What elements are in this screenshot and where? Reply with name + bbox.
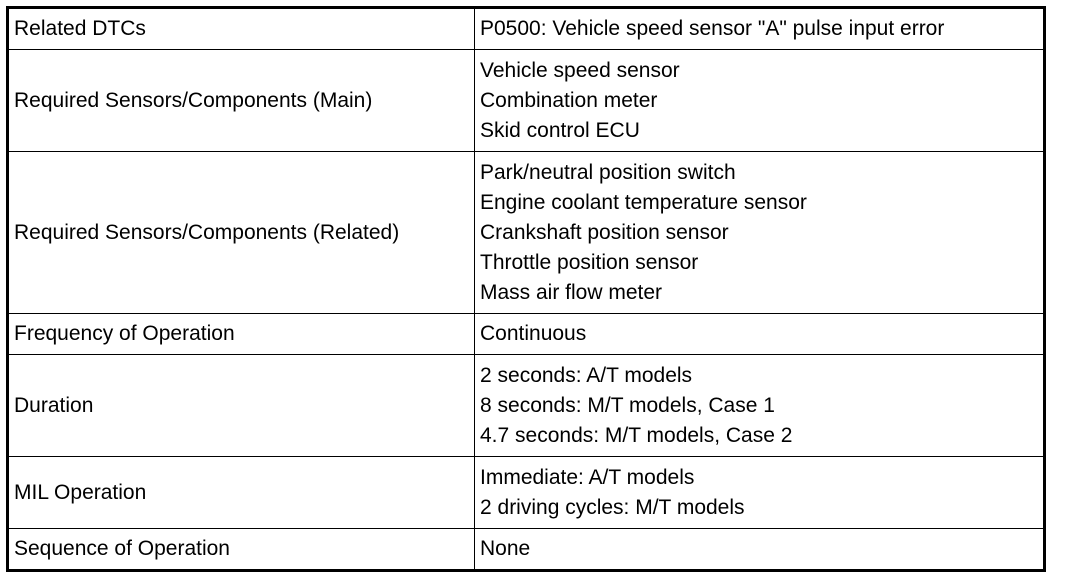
row-value	[475, 152, 1045, 314]
row-label: Sequence of Operation	[8, 529, 475, 571]
table-row-sequence-of-operation	[8, 529, 1045, 571]
row-value	[475, 314, 1045, 355]
row-label: Related DTCs	[8, 8, 475, 50]
table-row-mil-operation	[8, 457, 1045, 529]
value-line: 2 driving cycles: M/T models	[480, 495, 745, 519]
row-value	[475, 529, 1045, 571]
row-value	[475, 457, 1045, 529]
value-line: Mass air flow meter	[480, 280, 663, 304]
value-line: 4.7 seconds: M/T models, Case 2	[480, 423, 793, 447]
value-line: Skid control ECU	[480, 118, 640, 142]
table-row-required-sensors-related	[8, 152, 1045, 314]
value-line: Combination meter	[480, 88, 658, 112]
value-line: P0500: Vehicle speed sensor "A" pulse input error	[480, 17, 945, 40]
table-row-required-sensors-main	[8, 50, 1045, 152]
table-row-duration	[8, 355, 1045, 457]
row-label: Required Sensors/Components (Main)	[8, 50, 475, 152]
value-line: Park/neutral position switch	[480, 160, 736, 184]
table-row-frequency-of-operation	[8, 314, 1045, 355]
value-line: Immediate: A/T models	[480, 465, 695, 489]
value-line: Continuous	[480, 322, 587, 345]
row-label: Required Sensors/Components (Related)	[8, 152, 475, 314]
value-line: None	[480, 537, 531, 560]
row-label: Duration	[8, 355, 475, 457]
value-line: 8 seconds: M/T models, Case 1	[480, 393, 775, 417]
value-line: Engine coolant temperature sensor	[480, 190, 807, 214]
value-line: 2 seconds: A/T models	[480, 363, 693, 387]
value-line: Throttle position sensor	[480, 250, 699, 274]
row-value	[475, 8, 1045, 50]
value-line: Vehicle speed sensor	[480, 58, 680, 82]
row-value	[475, 355, 1045, 457]
value-line: Crankshaft position sensor	[480, 220, 729, 244]
row-label: Frequency of Operation	[8, 314, 475, 355]
row-value	[475, 50, 1045, 152]
dtc-info-table	[6, 6, 1046, 572]
row-label: MIL Operation	[8, 457, 475, 529]
table-row-related-dtcs	[8, 8, 1045, 50]
